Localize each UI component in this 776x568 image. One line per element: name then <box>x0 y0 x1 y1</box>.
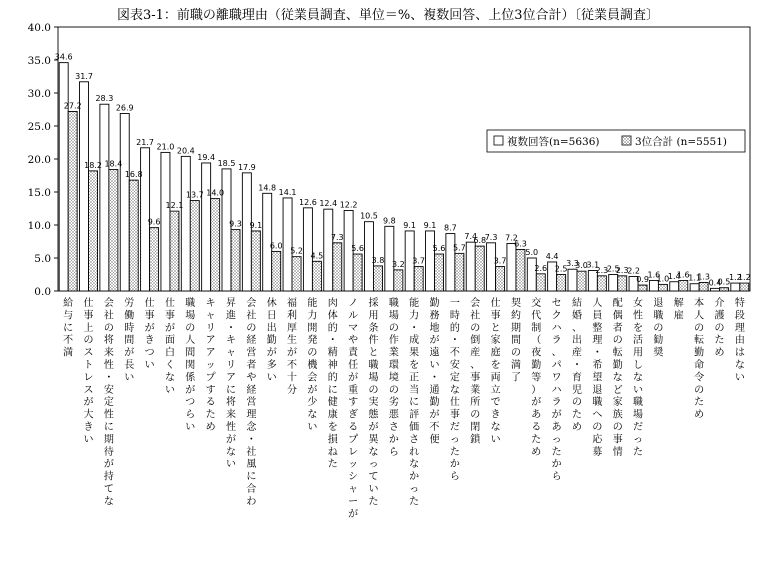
bar-top3-total <box>557 275 566 292</box>
y-tick-label: 35.0 <box>27 55 51 67</box>
data-label-multi-response: 1.2 <box>728 273 742 283</box>
legend-label-multi: 複数回答(n=5636) <box>507 136 600 148</box>
x-categories <box>63 296 745 520</box>
data-label-multi-response: 0.4 <box>708 278 722 288</box>
data-label-top3-total: 2.3 <box>615 265 629 275</box>
data-label-top3-total: 3.0 <box>575 261 588 271</box>
data-label-multi-response: 34.6 <box>54 52 73 62</box>
x-category-label: 勤務地が遠い・通勤が不便 <box>429 298 440 446</box>
x-category-label: 仕事上のストレスが大きい <box>83 298 94 446</box>
x-category-label: 会社の倒産、事業所の閉鎖 <box>470 298 481 446</box>
bar-top3-total <box>211 199 220 291</box>
data-label-top3-total: 1.0 <box>656 274 670 284</box>
data-label-top3-total: 18.4 <box>104 159 123 169</box>
data-label-top3-total: 1.3 <box>697 272 710 282</box>
bar-top3-total <box>109 170 118 291</box>
x-category-label: 女性を活用しない職場だった <box>633 298 644 458</box>
legend-swatch-multi <box>494 136 503 145</box>
data-label-multi-response: 12.6 <box>299 197 317 207</box>
data-label-multi-response: 7.4 <box>464 232 478 242</box>
bar-multi-response <box>710 288 719 291</box>
x-category-label: 人員整理・希望退職への応募 <box>592 298 603 458</box>
data-label-multi-response: 3.3 <box>566 259 579 269</box>
data-label-multi-response: 7.2 <box>505 233 518 243</box>
bar-multi-response <box>426 231 435 291</box>
data-label-top3-total: 1.2 <box>737 273 751 283</box>
bar-multi-response <box>507 243 516 291</box>
x-category-label: 一時的・不安定な仕事だったから <box>449 298 460 483</box>
bar-multi-response <box>242 173 251 291</box>
bar-multi-response <box>303 208 312 291</box>
data-label-multi-response: 2.2 <box>627 266 640 276</box>
data-label-top3-total: 5.7 <box>453 243 466 253</box>
bars <box>59 63 749 291</box>
bar-top3-total <box>455 253 464 291</box>
bar-multi-response <box>100 104 109 291</box>
x-category-label: 労働時間が長い <box>124 298 135 384</box>
bar-top3-total <box>679 280 688 291</box>
data-label-multi-response: 7.3 <box>484 232 498 242</box>
x-category-label: 介護のため <box>714 298 725 359</box>
data-label-top3-total: 14.0 <box>206 188 225 198</box>
bar-top3-total <box>150 228 159 291</box>
bar-multi-response <box>161 152 170 291</box>
x-category-label: 会社の将来性・安定性に期待が持てな <box>103 298 114 508</box>
data-label-top3-total: 9.1 <box>249 220 263 230</box>
bar-top3-total <box>577 271 586 291</box>
y-tick-label: 40.0 <box>27 22 51 34</box>
x-category-label: 仕事と家庭を両立できない <box>490 298 501 446</box>
x-category-label: ノルマや責任が重すぎるプレッシャーが <box>348 298 359 520</box>
data-label-multi-response: 12.2 <box>339 200 358 210</box>
bar-multi-response <box>385 226 394 291</box>
data-label-multi-response: 9.1 <box>403 220 417 230</box>
x-category-label: 会社の経営者や経営理念・社風に合わ <box>246 298 257 508</box>
data-label-multi-response: 5.0 <box>525 248 539 257</box>
data-label-multi-response: 19.4 <box>197 152 216 162</box>
data-label-top3-total: 3.7 <box>412 256 426 266</box>
bar-top3-total <box>251 231 260 291</box>
y-tick-label: 0.0 <box>34 286 51 298</box>
data-label-multi-response: 4.4 <box>545 251 559 261</box>
data-label-multi-response: 1.6 <box>647 270 661 280</box>
bar-top3-total <box>190 201 199 291</box>
data-label-multi-response: 3.1 <box>586 260 600 270</box>
data-label-multi-response: 2.5 <box>606 264 620 274</box>
bar-multi-response <box>568 269 577 291</box>
data-label-top3-total: 5.2 <box>290 246 303 256</box>
x-category-label: 肉体的・精神的に健康を損ねた <box>327 298 338 471</box>
x-category-label: キャリアアップするため <box>205 298 216 433</box>
bar-top3-total <box>658 284 667 291</box>
bar-multi-response <box>222 169 231 291</box>
bar-multi-response <box>324 209 333 291</box>
data-label-multi-response: 31.7 <box>75 71 93 81</box>
x-category-label: 昇進・キャリアに将来性がない <box>226 298 236 471</box>
bar-multi-response <box>120 113 129 291</box>
bar-top3-total <box>333 243 342 291</box>
data-label-top3-total: 1.6 <box>676 270 690 280</box>
data-label-top3-total: 0.9 <box>636 275 649 285</box>
data-label-multi-response: 1.1 <box>688 273 701 283</box>
data-label-top3-total: 0.5 <box>717 277 731 287</box>
bar-multi-response <box>80 82 89 291</box>
data-label-top3-total: 4.5 <box>310 251 324 261</box>
data-label-top3-total: 6.8 <box>473 236 487 246</box>
data-label-multi-response: 12.4 <box>319 199 338 209</box>
bar-multi-response <box>283 198 292 291</box>
data-label-top3-total: 3.2 <box>391 259 405 269</box>
data-label-top3-total: 2.5 <box>554 264 568 274</box>
bar-top3-total <box>516 249 525 291</box>
data-label-multi-response: 9.1 <box>423 220 437 230</box>
bar-top3-total <box>719 288 728 291</box>
data-label-top3-total: 12.1 <box>165 201 184 211</box>
bar-top3-total <box>292 257 301 291</box>
bar-top3-total <box>597 276 606 291</box>
data-label-multi-response: 8.7 <box>444 223 457 233</box>
bar-top3-total <box>496 267 505 291</box>
data-label-multi-response: 21.7 <box>136 137 154 147</box>
x-category-label: 給与に不満 <box>63 298 74 359</box>
data-label-multi-response: 14.8 <box>258 183 277 193</box>
bar-multi-response <box>690 284 699 291</box>
y-tick-label: 30.0 <box>27 88 51 100</box>
x-category-label: 退職の勧奨 <box>653 298 664 359</box>
x-category-label: 配偶者の転勤など家族の事情 <box>612 298 623 458</box>
x-category-label: 職場の人間関係がつらい <box>185 298 196 433</box>
data-label-multi-response: 18.5 <box>217 158 236 168</box>
x-category-label: 職場の作業環境の劣悪さから <box>388 298 399 458</box>
y-tick-label: 15.0 <box>27 187 51 199</box>
data-label-top3-total: 2.3 <box>595 265 609 275</box>
x-category-label: 解雇 <box>673 298 684 322</box>
data-label-top3-total: 7.3 <box>330 232 344 242</box>
legend-swatch-top3 <box>622 136 631 145</box>
data-label-top3-total: 6.3 <box>514 239 527 249</box>
data-label-top3-total: 13.7 <box>185 190 204 200</box>
data-label-top3-total: 16.8 <box>124 170 143 180</box>
data-label-top3-total: 2.6 <box>534 263 548 273</box>
x-category-label: 能力・成果を正当に評価されなかった <box>409 298 420 508</box>
bar-top3-total <box>373 266 382 291</box>
bar-top3-total <box>638 285 647 291</box>
x-category-label: 採用条件と職場の実態が異なっていた <box>368 298 379 508</box>
data-label-multi-response: 10.5 <box>360 211 378 221</box>
data-labels <box>55 53 751 288</box>
bar-multi-response <box>181 156 190 291</box>
bar-top3-total <box>129 180 138 291</box>
x-category-label: 結婚、出産・育児のため <box>572 298 582 433</box>
bar-multi-response <box>466 242 475 291</box>
data-label-multi-response: 20.4 <box>176 146 195 156</box>
data-label-multi-response: 14.1 <box>278 187 297 197</box>
bar-top3-total <box>414 267 423 291</box>
data-label-multi-response: 1.4 <box>667 271 681 281</box>
x-category-label: 交代制（夜勤等）があるため <box>531 298 542 458</box>
data-label-top3-total: 9.3 <box>229 219 242 229</box>
bar-top3-total <box>394 270 403 291</box>
x-category-label: 福利厚生が不十分 <box>287 298 298 396</box>
bar-top3-total <box>68 111 77 291</box>
x-category-label: 休日出勤が多い <box>266 298 277 384</box>
y-tick-label: 5.0 <box>34 253 51 265</box>
data-label-top3-total: 5.6 <box>351 244 364 254</box>
data-label-multi-response: 17.9 <box>237 162 256 172</box>
bar-multi-response <box>59 63 68 291</box>
data-label-multi-response: 9.8 <box>382 216 396 226</box>
bar-top3-total <box>272 251 281 291</box>
bar-multi-response <box>731 283 740 291</box>
bar-top3-total <box>353 254 362 291</box>
data-label-multi-response: 26.9 <box>115 103 134 113</box>
bar-top3-total <box>618 276 627 291</box>
bar-top3-total <box>475 246 484 291</box>
data-label-multi-response: 28.3 <box>95 94 114 104</box>
bar-top3-total <box>312 261 321 291</box>
x-category-label: 能力開発の機会が少ない <box>307 298 318 433</box>
bar-multi-response <box>670 282 679 291</box>
y-tick-label: 10.0 <box>27 220 51 232</box>
bar-top3-total <box>699 282 708 291</box>
y-tick-label: 25.0 <box>27 121 51 133</box>
bar-top3-total <box>536 274 545 291</box>
data-label-top3-total: 5.6 <box>432 244 446 254</box>
bar-multi-response <box>609 275 618 292</box>
x-category-label: 本人の転勤命令のため <box>694 298 705 421</box>
x-category-label: 契約期間の満了 <box>510 298 521 384</box>
x-category-label: 仕事が面白くない <box>164 298 175 396</box>
bar-top3-total <box>89 171 98 291</box>
legend-label-top3: 3位合計 (n=5551) <box>635 136 727 148</box>
x-category-label: 仕事がきつい <box>144 298 155 371</box>
bar-top3-total <box>170 211 179 291</box>
bar-top3-total <box>740 283 749 291</box>
data-label-top3-total: 3.8 <box>371 255 385 265</box>
data-label-top3-total: 9.6 <box>147 217 161 227</box>
data-label-top3-total: 3.7 <box>493 256 507 266</box>
chart-title: 図表3-1：前職の離職理由（従業員調査、単位＝%、複数回答、上位3位合計）〔従業員調査〕 <box>116 8 660 23</box>
bar-top3-total <box>435 254 444 291</box>
bar-top3-total <box>231 230 240 291</box>
x-category-label: セクハラ、パワハラがあったから <box>551 298 562 483</box>
data-label-top3-total: 6.0 <box>269 241 283 251</box>
data-label-top3-total: 27.2 <box>63 101 82 111</box>
bar-multi-response <box>487 243 496 291</box>
data-label-multi-response: 21.0 <box>156 142 175 152</box>
bar-multi-response <box>446 234 455 291</box>
bar-multi-response <box>202 163 211 291</box>
legend <box>487 130 745 152</box>
data-label-top3-total: 18.2 <box>84 160 102 170</box>
x-category-label: 特段理由はない <box>734 298 745 384</box>
y-tick-label: 20.0 <box>27 154 51 166</box>
